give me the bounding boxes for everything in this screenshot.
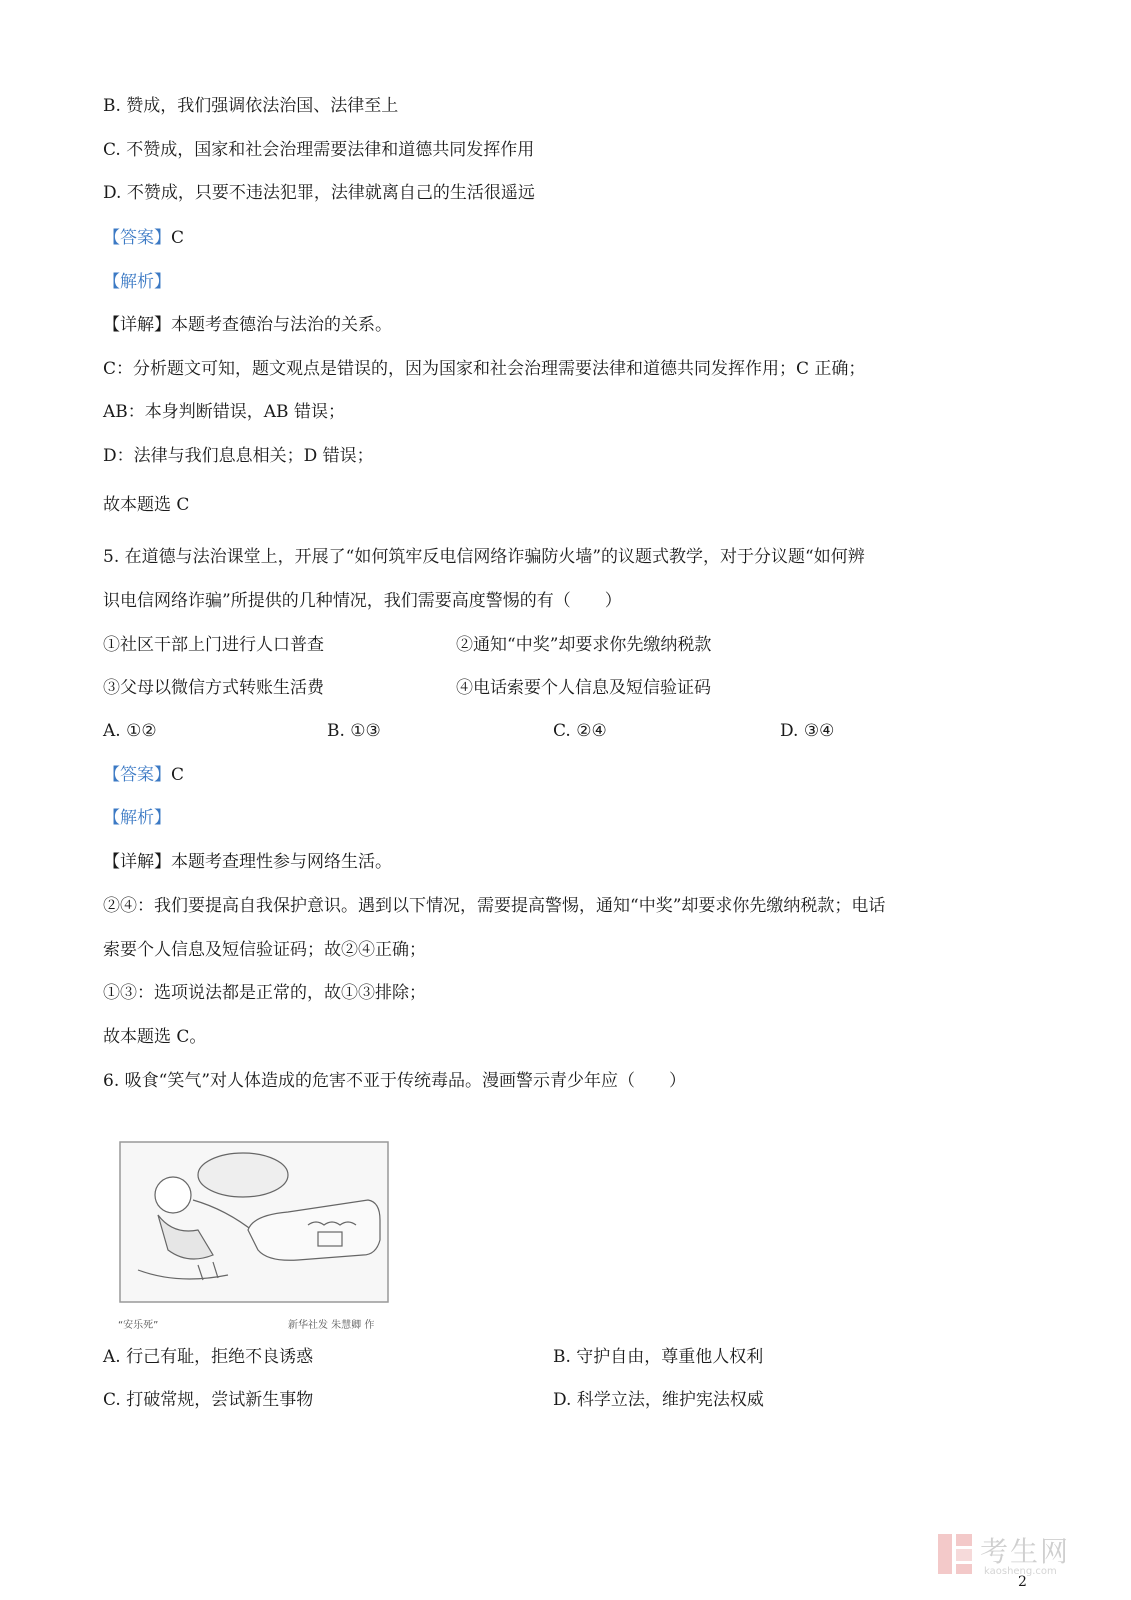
q4-conclusion: 故本题选 C [103,495,190,515]
q6-option-c: C. 打破常规，尝试新生事物 [103,1390,314,1410]
page-number: 2 [1018,1574,1027,1590]
q5-option-a: A. ①② [103,721,157,741]
q5-item-2: ②通知“中奖”却要求你先缴纳税款 [456,635,712,655]
watermark-site: kaosheng.com [984,1566,1057,1577]
q5-line-13: ①③：选项说法都是正常的，故①③排除； [103,983,426,1003]
q4-detail: 【详解】本题考查德治与法治的关系。 [103,315,392,335]
q4-line-ab: AB：本身判断错误，AB 错误； [103,402,345,422]
cartoon-caption-title: “安乐死” [118,1320,159,1331]
q5-option-d: D. ③④ [780,721,835,741]
q5-option-b: B. ①③ [327,721,381,741]
q5-option-c: C. ②④ [553,721,607,741]
q5-line-24a: ②④：我们要提高自我保护意识。遇到以下情况，需要提高警惕，通知“中奖”却要求你先缴纳税款；电话 [103,896,886,916]
q5-conclusion: 故本题选 C。 [103,1027,207,1047]
q5-item-3: ③父母以微信方式转账生活费 [103,678,324,698]
q5-answer [103,763,184,787]
q5-stem-line-1: 5. 在道德与法治课堂上，开展了“如何筑牢反电信网络诈骗防火墙”的议题式教学，对于分议题“如何辨 [103,547,865,567]
q5-stem-line-2: 识电信网络诈骗”所提供的几种情况，我们需要高度警惕的有（ ） [103,591,622,611]
q5-item-1: ①社区干部上门进行人口普查 [103,635,324,655]
q4-option-c: C. 不赞成，国家和社会治理需要法律和道德共同发挥作用 [103,140,535,160]
q5-line-24b: 索要个人信息及短信验证码；故②④正确； [103,940,426,960]
answer-tag: 【答案】 [103,228,171,248]
watermark-brand: 考生网 [980,1535,1071,1568]
q5-analysis-tag: 【解析】 [103,808,171,828]
q6-option-b: B. 守护自由，尊重他人权利 [553,1347,764,1367]
q4-option-b: B. 赞成，我们强调依法治国、法律至上 [103,96,399,116]
cartoon-caption-credit: 新华社发 朱慧卿 作 [288,1320,375,1331]
q5-detail: 【详解】本题考查理性参与网络生活。 [103,852,392,872]
watermark-icon [936,1532,976,1576]
q4-answer [103,226,184,250]
q5-item-4: ④电话索要个人信息及短信验证码 [456,678,711,698]
answer-tag: 【答案】 [103,765,171,785]
q4-option-d: D. 不赞成，只要不违法犯罪，法律就离自己的生活很遥远 [103,183,535,203]
answer-value: C [171,228,185,248]
cartoon-drawing [118,1140,394,1310]
q6-option-a: A. 行己有耻，拒绝不良诱惑 [103,1347,314,1367]
q4-analysis-tag: 【解析】 [103,272,171,292]
q6-option-d: D. 科学立法，维护宪法权威 [553,1390,764,1410]
cartoon-image [118,1140,394,1340]
answer-value: C [171,765,185,785]
watermark-logo [936,1530,1116,1580]
q4-line-d: D：法律与我们息息相关；D 错误； [103,446,374,466]
q4-line-c: C：分析题文可知，题文观点是错误的，因为国家和社会治理需要法律和道德共同发挥作用；C 正确； [103,359,866,379]
q6-stem: 6. 吸食“笑气”对人体造成的危害不亚于传统毒品。漫画警示青少年应（ ） [103,1071,687,1091]
